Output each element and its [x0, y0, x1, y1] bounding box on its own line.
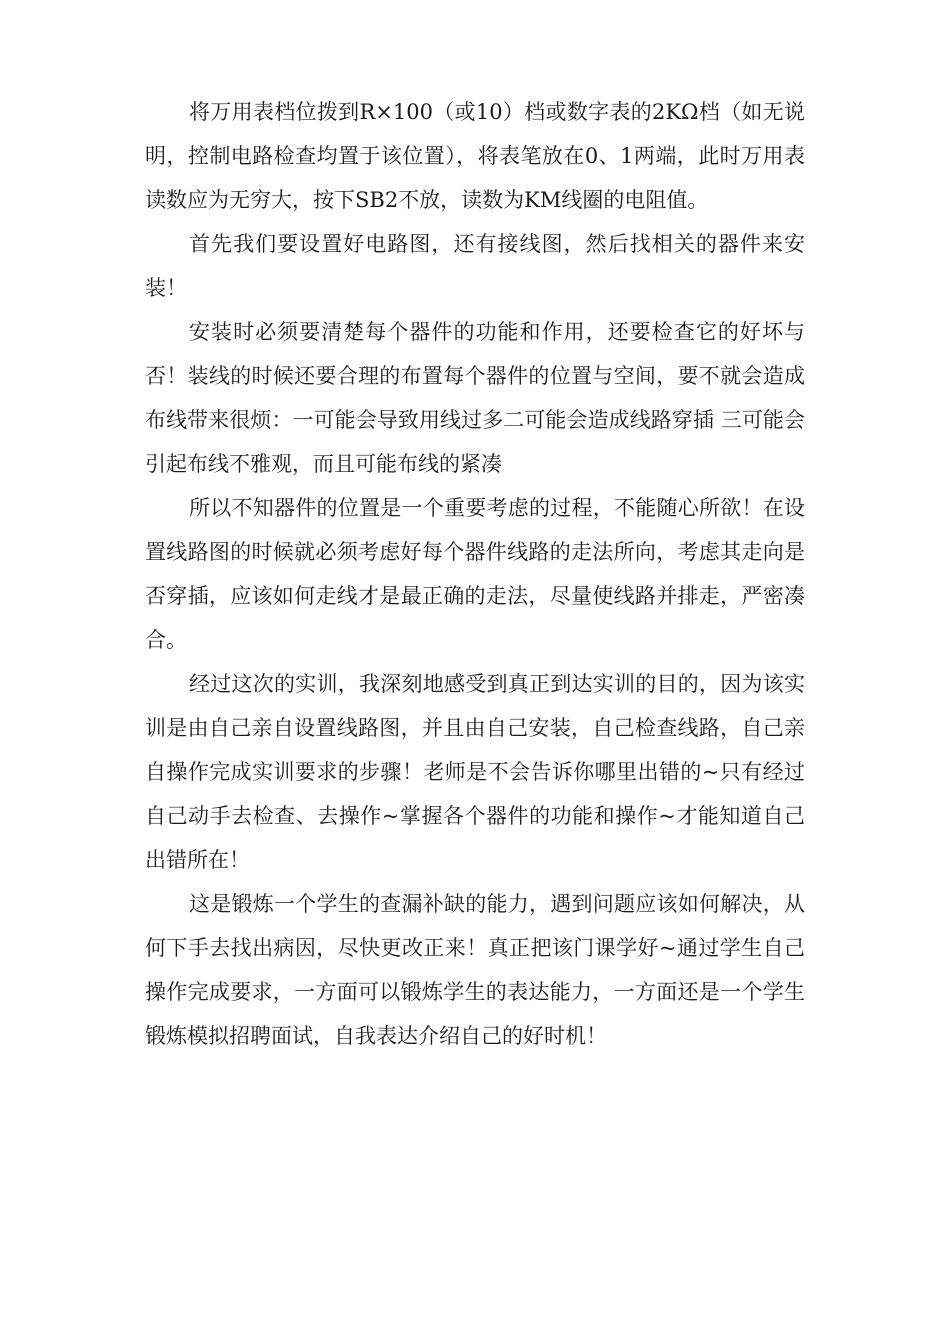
paragraph-installation: 安装时必须要清楚每个器件的功能和作用，还要检查它的好坏与否！装线的时候还要合理的布置每个器件的位置与空间，要不就会造成布线带来很烦：一可能会导致用线过多二可能会造成线路穿插 三可能会引起布线不雅观，而且可能布线的紧凑	[145, 320, 805, 476]
paragraph-training-experience: 经过这次的实训，我深刻地感受到真正到达实训的目的，因为该实训是由自己亲自设置线路图，并且由自己安装，自己检查线路，自己亲自操作完成实训要求的步骤！老师是不会告诉你哪里出错的~只有经过自己动手去检查、去操作~掌握各个器件的功能和操作~才能知道自己出错所在！	[145, 672, 805, 872]
document-body	[145, 90, 805, 1058]
paragraph-multimeter-check: 将万用表档位拨到R×100（或10）档或数字表的2KΩ档（如无说明，控制电路检查均置于该位置），将表笔放在0、1两端，此时万用表读数应为无穷大，按下SB2不放，读数为KM线圈的电阻值。	[145, 100, 805, 212]
paragraph-component-layout: 所以不知器件的位置是一个重要考虑的过程，不能随心所欲！在设置线路图的时候就必须考虑好每个器件线路的走法所向，考虑其走向是否穿插，应该如何走线才是最正确的走法，尽量使线路并排走，严密凑合。	[145, 496, 805, 652]
paragraph-circuit-setup: 首先我们要设置好电路图，还有接线图，然后找相关的器件来安装！	[145, 232, 805, 300]
paragraph-skill-building: 这是锻炼一个学生的查漏补缺的能力，遇到问题应该如何解决，从何下手去找出病因，尽快更改正来！真正把该门课学好~通过学生自己操作完成要求，一方面可以锻炼学生的表达能力，一方面还是一个学生锻炼模拟招聘面试，自我表达介绍自己的好时机！	[145, 892, 805, 1048]
